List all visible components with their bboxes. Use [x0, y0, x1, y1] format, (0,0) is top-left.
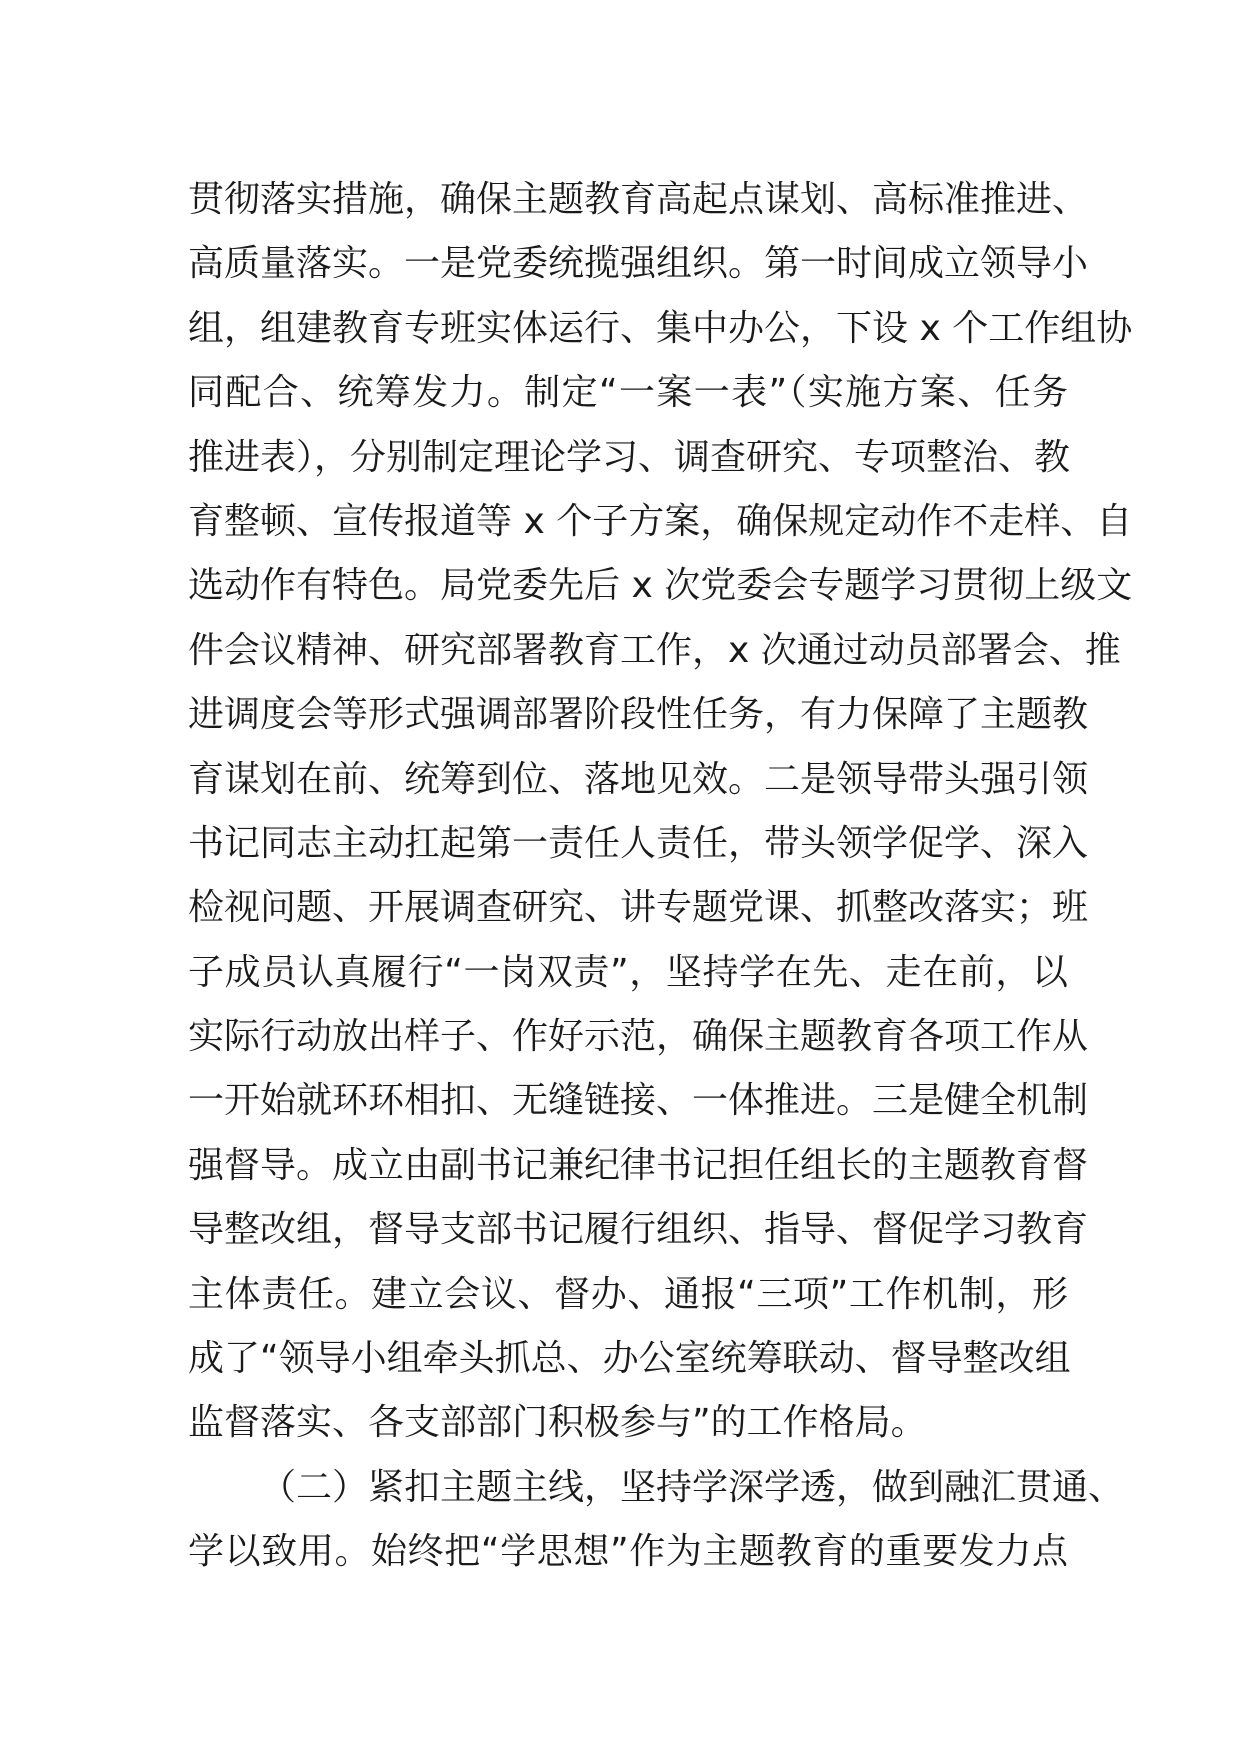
paragraph-end-line: 监督落实、各支部部门积极参与”的工作格局。 — [188, 1402, 927, 1444]
text-line: 选动作有特色。局党委先后 x 次党委会专题学习贯彻上级文 — [188, 565, 1133, 607]
section-heading-line: （二）紧扣主题主线，坚持学深学透，做到融汇贯通、 — [260, 1466, 1125, 1508]
text-line: 实际行动放出样子、作好示范，确保主题教育各项工作从 — [188, 1016, 1089, 1058]
text-line: 组，组建教育专班实体运行、集中办公，下设 x 个工作组协 — [188, 307, 1133, 349]
text-line: 推进表），分别制定理论学习、调查研究、专项整治、教 — [188, 436, 1071, 478]
text-line: 同配合、统筹发力。制定“一案一表”（实施方案、任务 — [188, 372, 1068, 414]
text-line: 导整改组，督导支部书记履行组织、指导、督促学习教育 — [188, 1209, 1089, 1251]
body-text — [188, 168, 1133, 1585]
text-line: 成了“领导小组牵头抓总、办公室统筹联动、督导整改组 — [188, 1338, 1071, 1380]
text-line: 一开始就环环相扣、无缝链接、一体推进。三是健全机制 — [188, 1080, 1089, 1122]
text-line: 检视问题、开展调查研究、讲专题党课、抓整改落实；班 — [188, 887, 1089, 929]
text-line: 贯彻落实措施，确保主题教育高起点谋划、高标准推进、 — [188, 179, 1089, 220]
text-line: 育谋划在前、统筹到位、落地见效。二是领导带头强引领 — [188, 758, 1089, 800]
text-line: 书记同志主动扛起第一责任人责任，带头领学促学、深入 — [188, 822, 1089, 864]
text-line: 学以致用。始终把“学思想”作为主题教育的重要发力点 — [188, 1531, 1068, 1573]
text-line: 子成员认真履行“一岗双责”，坚持学在先、走在前，以 — [188, 951, 1068, 993]
text-line: 进调度会等形式强调部署阶段性任务，有力保障了主题教 — [188, 694, 1089, 736]
text-line: 高质量落实。一是党委统揽强组织。第一时间成立领导小 — [188, 243, 1089, 285]
text-line: 强督导。成立由副书记兼纪律书记担任组长的主题教育督 — [188, 1144, 1089, 1186]
text-line: 主体责任。建立会议、督办、通报“三项”工作机制，形 — [188, 1273, 1068, 1315]
text-line: 育整顿、宣传报道等 x 个子方案，确保规定动作不走样、自 — [188, 500, 1133, 542]
text-line: 件会议精神、研究部署教育工作，x 次通过动员部署会、推 — [188, 629, 1121, 671]
